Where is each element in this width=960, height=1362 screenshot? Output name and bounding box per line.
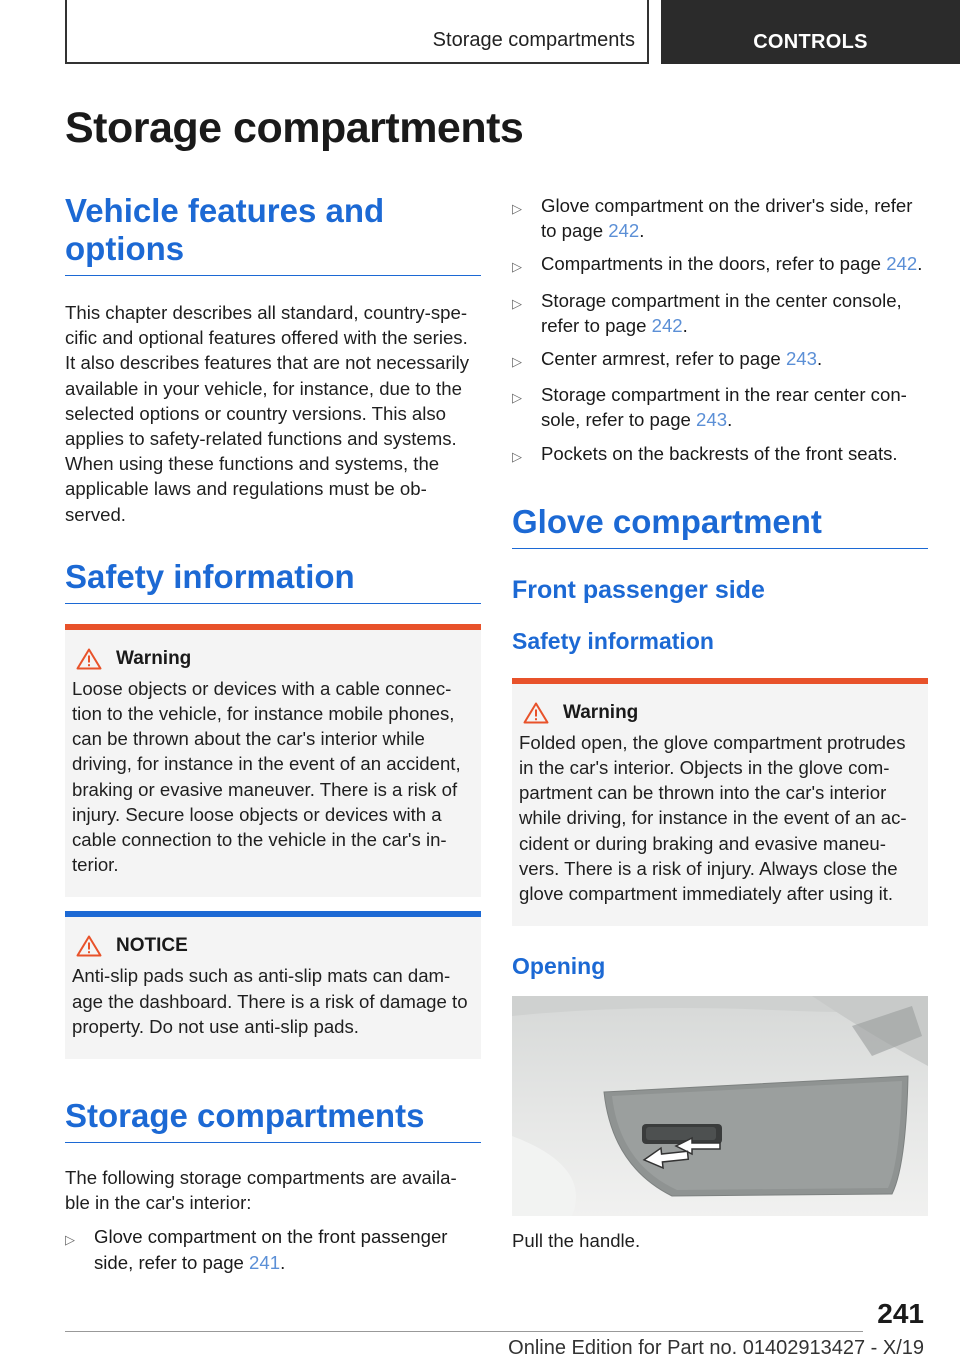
page-link[interactable]: 242: [886, 253, 918, 275]
notice-title: NOTICE: [116, 935, 188, 957]
list-bullet-triangle-icon: ▷: [512, 295, 522, 311]
page-link[interactable]: 241: [249, 1251, 281, 1273]
glove-compartment-illustration: [512, 996, 928, 1216]
warning-header: [519, 702, 921, 724]
page-title: Storage compartments: [65, 104, 524, 152]
heading-safety-information-glove: Safety information: [512, 627, 714, 654]
running-header-section: Storage compartments: [432, 29, 635, 51]
list-item-text: Compartments in the doors, refer to page 242.: [541, 253, 923, 275]
warning-text: Folded open, the glove compartment protrudes in the car's interior. Objects in the glove com-partment can be thrown into the car's interior while driving, for instance in the event of an ac-cident or during braking and evasive maneu-vers. There is a risk of injury. Always close the glove compartment immediately after using it.: [519, 731, 907, 905]
list-bullet-triangle-icon: ▷: [512, 201, 522, 216]
features-paragraph: This chapter describes all standard, country-spe-cific and optional features offered with the series. It also describes features that are not necessarily available in your vehicle, for instance, due to the selected options or country versions. This also applies to safety-related functions and systems. When using these functions and systems, the applicable laws and regulations must be ob-served.: [65, 302, 470, 525]
warning-triangle-icon: [76, 648, 102, 670]
notice-triangle-icon: [76, 935, 102, 957]
list-item: [65, 1224, 481, 1274]
list-item: [512, 288, 928, 338]
list-bullet-triangle-icon: ▷: [65, 1232, 75, 1248]
warning-text: Loose objects or devices with a cable connec-tion to the vehicle, for instance mobile phones, can be thrown about the car's interior while driving, for instance in the event of an accident, braking or evasive maneuver. There is a risk of injury. Secure loose objects or devices with a cable connection to the vehicle in the car's in-terior.: [72, 677, 461, 876]
list-item-text: Storage compartment in the center console, refer to page 242.: [541, 289, 902, 336]
list-bullet-triangle-icon: ▷: [512, 354, 522, 370]
glove-compartment-photo: [512, 996, 928, 1216]
list-item-text: Storage compartment in the rear center con-sole, refer to page 243.: [541, 384, 907, 431]
heading-front-passenger-side: Front passenger side: [512, 575, 765, 604]
chapter-tab: [661, 0, 960, 64]
footer-edition: Online Edition for Part no. 01402913427 - X/19: [508, 1337, 924, 1359]
page-link[interactable]: 242: [608, 220, 640, 242]
heading-storage-compartments: Storage compartments: [65, 1097, 481, 1143]
warning-triangle-icon: [523, 702, 549, 724]
list-bullet-triangle-icon: ▷: [512, 259, 522, 275]
heading-opening: Opening: [512, 953, 606, 980]
right-column: [512, 193, 928, 1253]
left-column: [65, 192, 481, 1283]
list-bullet-triangle-icon: ▷: [512, 390, 522, 406]
storage-list-left: [65, 1224, 481, 1274]
page-link[interactable]: 243: [785, 348, 817, 370]
footer-divider: [65, 1331, 863, 1332]
warning-title: Warning: [116, 647, 192, 669]
page-number: 241: [877, 1298, 924, 1329]
heading-glove-compartment: Glove compartment: [512, 503, 928, 549]
storage-intro-paragraph: The following storage compartments are availa-ble in the car's interior:: [65, 1167, 457, 1214]
running-header-box: [65, 0, 649, 64]
list-item-text: Glove compartment on the driver's side, refer to page 242.: [541, 195, 913, 242]
list-item: [512, 382, 928, 432]
notice-box-anti-slip: [65, 911, 481, 1059]
list-item: [512, 441, 928, 469]
photo-caption: Pull the handle.: [512, 1230, 641, 1252]
list-item-text: Pockets on the backrests of the front seats.: [541, 442, 898, 464]
warning-title: Warning: [563, 701, 639, 723]
heading-vehicle-features: Vehicle features and options: [65, 192, 481, 276]
page-link[interactable]: 243: [696, 409, 728, 431]
list-item: [512, 193, 928, 243]
heading-safety-information: Safety information: [65, 558, 481, 604]
list-item: [512, 251, 928, 279]
list-bullet-triangle-icon: ▷: [512, 448, 522, 464]
storage-list-right: [512, 193, 928, 469]
list-item: [512, 346, 928, 374]
page-link[interactable]: 242: [651, 314, 683, 336]
warning-header: [72, 648, 474, 670]
list-item-text: Center armrest, refer to page 243.: [541, 348, 823, 370]
warning-box-loose-objects: [65, 624, 481, 898]
chapter-tab-label: CONTROLS: [753, 31, 868, 53]
list-item-text: Glove compartment on the front passenger side, refer to page 241.: [94, 1226, 448, 1273]
notice-header: [72, 935, 474, 957]
notice-text: Anti-slip pads such as anti-slip mats can dam-age the dashboard. There is a risk of damage to property. Do not use anti-slip pads.: [72, 965, 468, 1037]
warning-box-glove-compartment: [512, 678, 928, 926]
